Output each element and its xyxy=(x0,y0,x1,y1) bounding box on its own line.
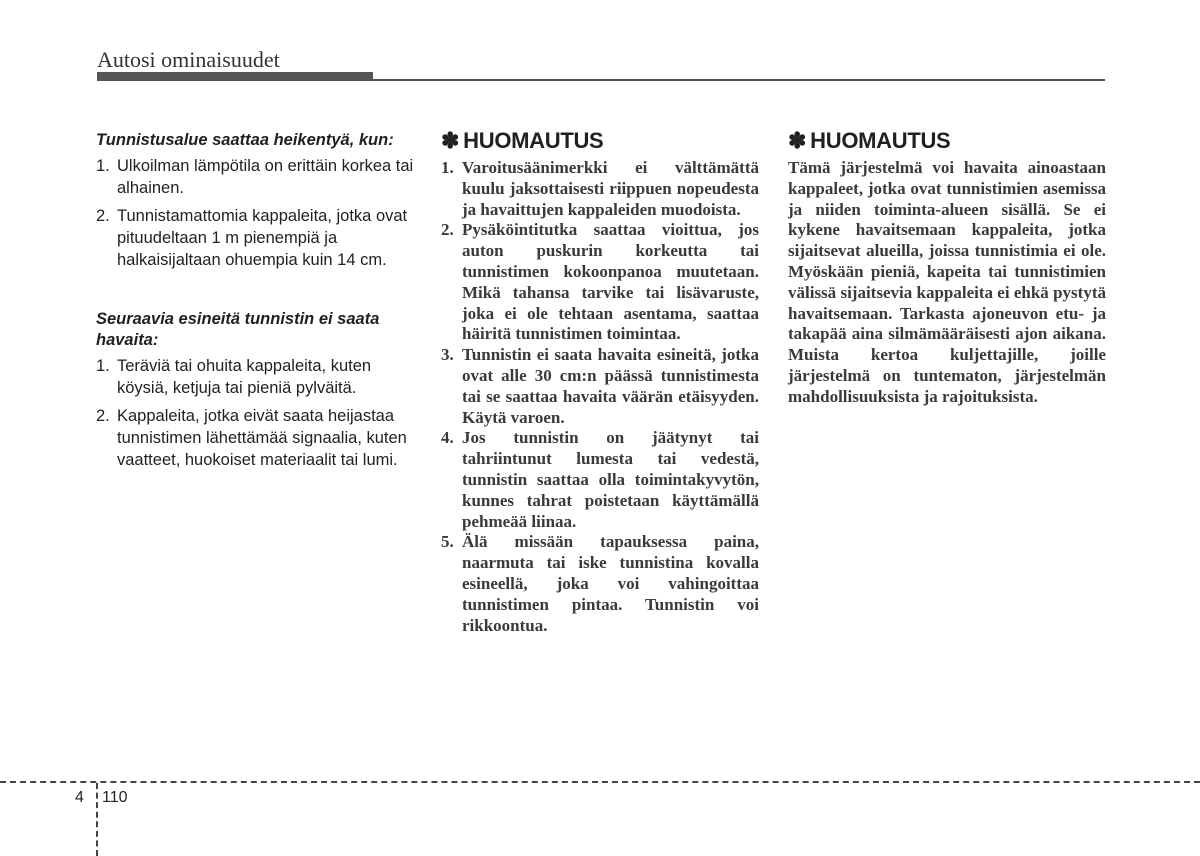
note-title: ✽ HUOMAUTUS xyxy=(788,128,951,153)
list-item: 2. Kappaleita, jotka eivät saata heijastaa tunnistimen lähettämää signaalia, kuten vaatteet, huokoiset materiaalit tai lumi. xyxy=(96,407,407,469)
footer-divider xyxy=(96,783,98,856)
list-item: 3. Tunnistin ei saata havaita esineitä, jotka ovat alle 30 cm:n päässä tunnistimesta tai se saattaa havaita väärän etäisyyden. Käytä varoen. xyxy=(441,345,759,427)
range-list xyxy=(96,155,416,271)
section-heading-range: Tunnistusalue saattaa heikentyä, kun: xyxy=(96,131,394,149)
section-heading-undetected: Seuraavia esineitä tunnistin ei saata havaita: xyxy=(96,310,380,349)
chapter-number: 4 xyxy=(75,789,84,806)
list-item: 2. Pysäköintitutka saattaa vioittua, jos auton puskurin korkeutta tai tunnistimen kokoonpanoa muutetaan. Mikä tahansa tarvike tai lisävaruste, joka ei ole tehtaan asentama, saattaa häiritä tunnistimen toimintaa. xyxy=(441,220,759,344)
page-number: 110 xyxy=(102,789,128,806)
footer-rule xyxy=(0,781,1200,783)
list-item: 1. Ulkoilman lämpötila on erittäin korkea tai alhainen. xyxy=(96,157,414,197)
note-body: Tämä järjestelmä voi havaita ainoastaan kappaleet, jotka ovat tunnistimien asemissa ja niiden toiminta-alueen sisällä. Se ei kykene havaitsemaan kappaleita, jotka sijaitsevat alueilla, joissa tunnistimia ei ole. Myöskään pieniä, kapeita tai tunnistimien välissä sijaitsevia kappaleita ei ehkä pystytä havaitsemaan. Tarkasta ajoneuvon etu- ja takapää aina silmämääräisesti ajon aikana. Muista kertoa kuljettajille, joille järjestelmä on tuntematon, järjestelmän mahdollisuuksista ja rajoituksista. xyxy=(788,158,1106,406)
list-item: 5. Älä missään tapauksessa paina, naarmuta tai iske tunnistina kovalla esineellä, joka voi vahingoittaa tunnistimen pintaa. Tunnistin voi rikkoontua. xyxy=(441,532,759,635)
undetected-list xyxy=(96,355,416,471)
header-rule-accent xyxy=(97,72,373,81)
list-item: 4. Jos tunnistin on jäätynyt tai tahriintunut lumesta tai vedestä, tunnistin saattaa olla toimintakyvytön, kunnes tahrat poistetaan käyttämällä pehmeää liinaa. xyxy=(441,428,759,531)
left-column xyxy=(96,128,416,477)
middle-column xyxy=(441,128,759,636)
note-title: ✽ HUOMAUTUS xyxy=(441,128,604,153)
asterisk-icon: ✽ xyxy=(788,128,807,153)
right-column xyxy=(788,128,1106,408)
header-title: Autosi ominaisuudet xyxy=(97,47,280,72)
list-item: 1. Varoitusäänimerkki ei välttämättä kuulu jaksottaisesti riippuen nopeudesta ja havaittujen kappaleiden muodoista. xyxy=(441,158,759,219)
note-list xyxy=(441,158,759,636)
list-item: 2. Tunnistamattomia kappaleita, jotka ovat pituudeltaan 1 m pienempiä ja halkaisijaltaan ohuempia kuin 14 cm. xyxy=(96,207,408,269)
list-item: 1. Teräviä tai ohuita kappaleita, kuten köysiä, ketjuja tai pieniä pylväitä. xyxy=(96,357,372,397)
asterisk-icon: ✽ xyxy=(441,128,460,153)
